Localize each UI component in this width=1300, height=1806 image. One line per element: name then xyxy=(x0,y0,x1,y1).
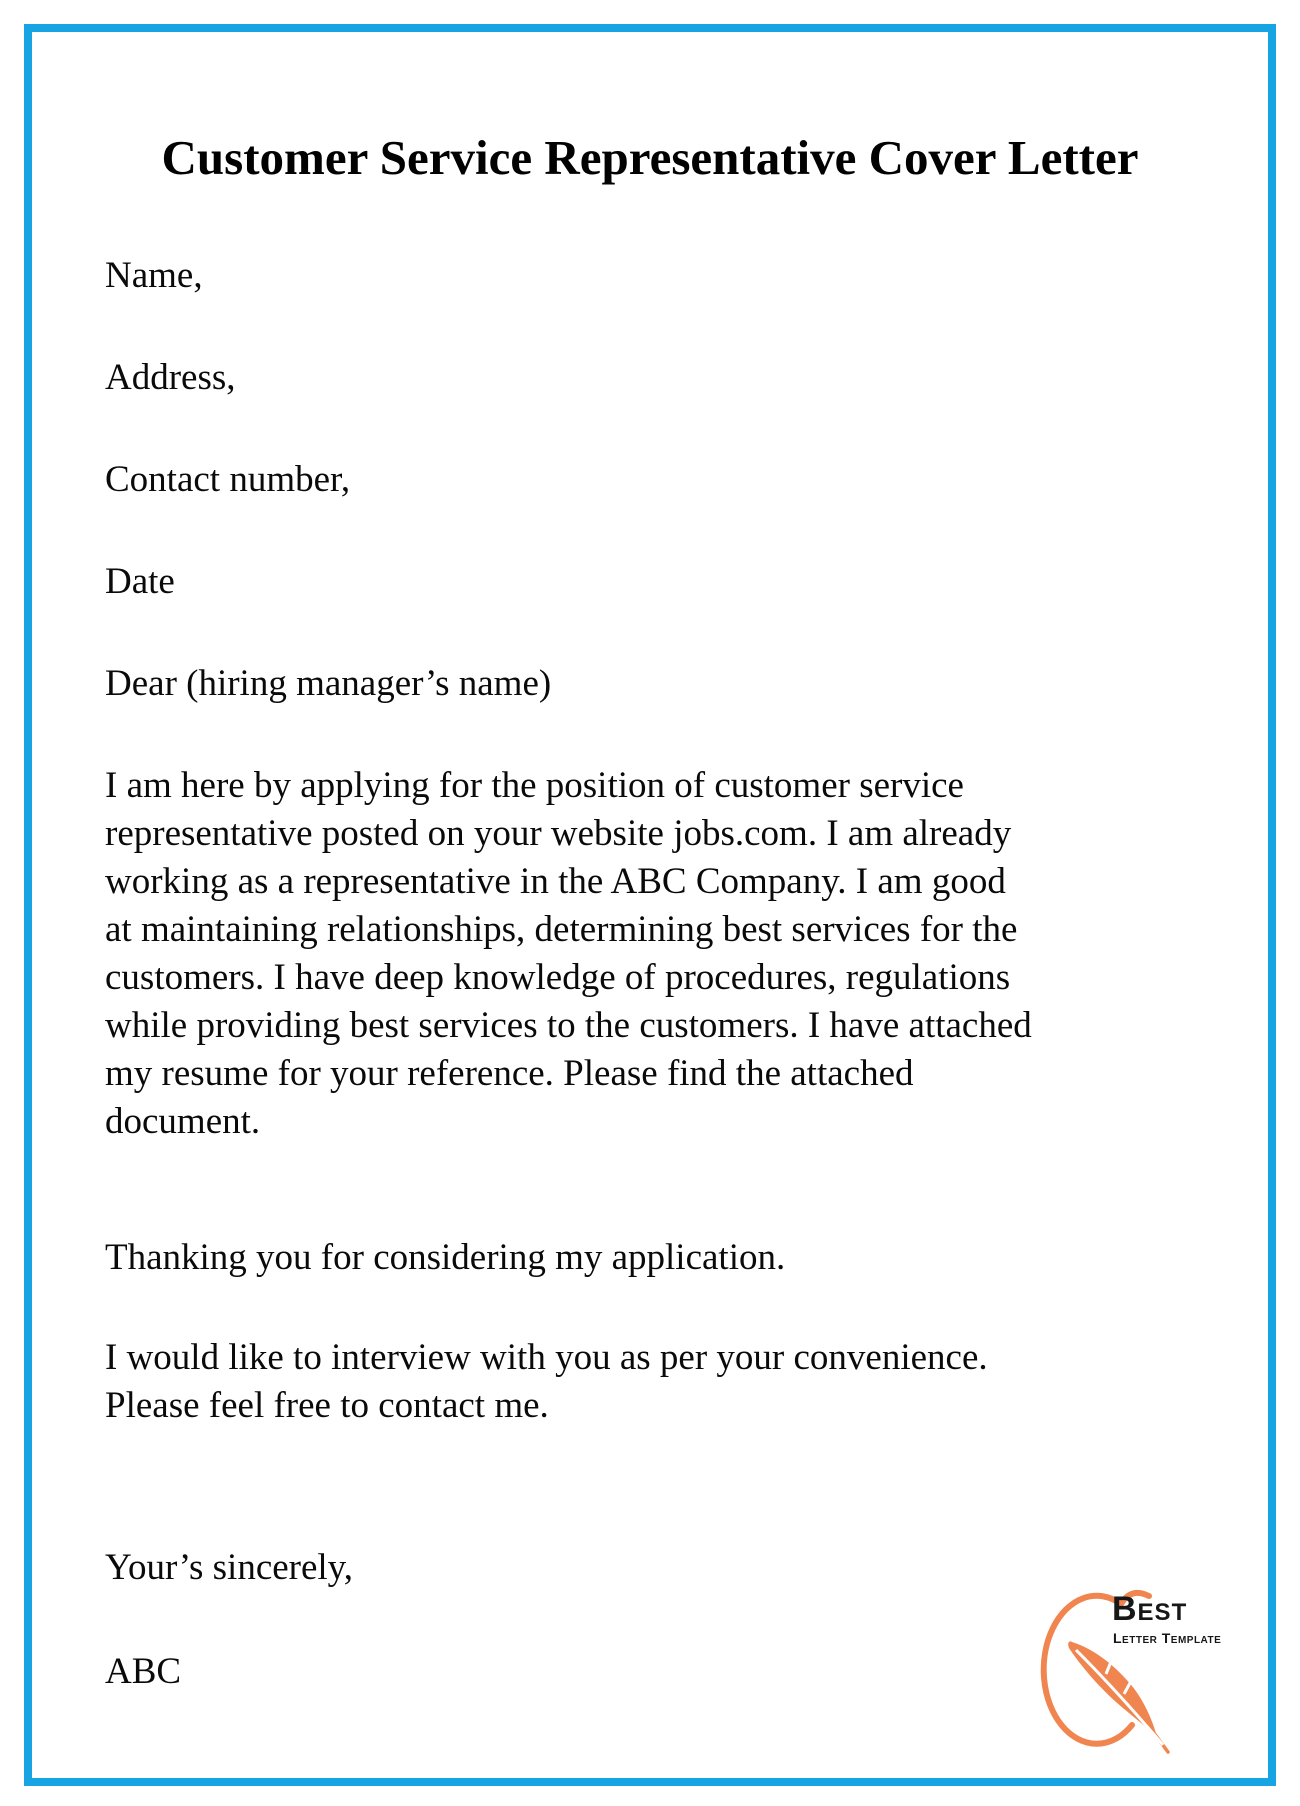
contact-block xyxy=(105,252,1165,606)
signature: ABC xyxy=(105,1651,182,1692)
paragraph xyxy=(105,1234,1165,1282)
letter-paragraphs xyxy=(105,762,1165,1430)
salutation: Dear (hiring manager’s name) xyxy=(105,663,552,704)
brand-name: Best xyxy=(1112,1590,1188,1628)
paragraph-line: I would like to interview with you as per your convenience. xyxy=(105,1337,988,1378)
paragraph-line: document. xyxy=(105,1101,261,1142)
paragraph-line: while providing best services to the customers. I have attached xyxy=(105,1005,1032,1046)
paragraph-line: customers. I have deep knowledge of procedures, regulations xyxy=(105,957,1011,998)
brand-logo xyxy=(1036,1582,1286,1782)
page-title: Customer Service Representative Cover Letter xyxy=(161,129,1139,185)
contact-line: Date xyxy=(105,561,175,602)
paragraph-line: Please feel free to contact me. xyxy=(105,1385,549,1426)
paragraph-line: I am here by applying for the position of customer service xyxy=(105,765,964,806)
paragraph-line: my resume for your reference. Please find the attached xyxy=(105,1053,914,1094)
contact-line: Contact number, xyxy=(105,459,351,500)
brand-tagline: Letter Template xyxy=(1113,1630,1222,1646)
letter-body xyxy=(105,252,1165,1696)
contact-line: Name, xyxy=(105,255,203,296)
paragraph xyxy=(105,762,1165,1146)
paragraph xyxy=(105,1334,1165,1430)
paragraph-line: working as a representative in the ABC Company. I am good xyxy=(105,861,1006,902)
contact-line: Address, xyxy=(105,357,236,398)
paragraph-line: at maintaining relationships, determining best services for the xyxy=(105,909,1018,950)
paragraph-line: Thanking you for considering my application. xyxy=(105,1237,786,1278)
paragraph-line: representative posted on your website jobs.com. I am already xyxy=(105,813,1012,854)
closing-line: Your’s sincerely, xyxy=(105,1547,354,1588)
